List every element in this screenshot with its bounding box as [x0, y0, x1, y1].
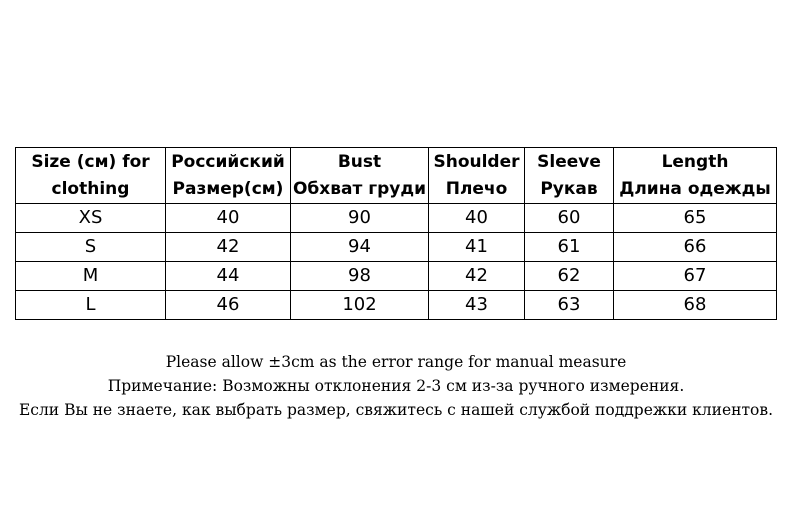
cell-shoulder: 42 [429, 262, 525, 291]
header-shoulder [429, 148, 525, 204]
cell-bust: 90 [291, 204, 429, 233]
cell-russian-size: 42 [166, 233, 291, 262]
header-label: Shoulder [433, 151, 520, 172]
cell-bust: 98 [291, 262, 429, 291]
note-support-contact: Если Вы не знаете, как выбрать размер, свяжитесь с нашей службой поддрежки клиентов. [18, 401, 774, 419]
cell-size: L [16, 291, 166, 320]
note-measure-allowance-ru: Примечание: Возможны отклонения 2-3 см из-за ручного измерения. [107, 377, 685, 395]
header-label: Российский [171, 151, 285, 172]
cell-bust: 94 [291, 233, 429, 262]
cell-shoulder: 41 [429, 233, 525, 262]
cell-length: 65 [614, 204, 777, 233]
table-row [16, 233, 777, 262]
cell-length: 67 [614, 262, 777, 291]
header-sleeve [525, 148, 614, 204]
cell-russian-size: 40 [166, 204, 291, 233]
header-label: Sleeve [537, 151, 601, 172]
header-label: Bust [337, 151, 382, 172]
cell-length: 66 [614, 233, 777, 262]
cell-length: 68 [614, 291, 777, 320]
header-sublabel: Плечо [445, 178, 508, 199]
cell-shoulder: 40 [429, 204, 525, 233]
header-label: Length [661, 151, 729, 172]
table-row [16, 262, 777, 291]
header-russian-size [166, 148, 291, 204]
header-sublabel: Обхват груди [292, 178, 427, 199]
cell-size: M [16, 262, 166, 291]
cell-sleeve: 61 [525, 233, 614, 262]
cell-russian-size: 46 [166, 291, 291, 320]
cell-size: XS [16, 204, 166, 233]
header-sublabel: Длина одежды [619, 178, 771, 199]
header-length [614, 148, 777, 204]
header-sublabel: Рукав [540, 178, 598, 199]
header-sublabel: clothing [51, 178, 130, 199]
cell-size: S [16, 233, 166, 262]
header-size [16, 148, 166, 204]
header-sublabel: Размер(см) [172, 178, 284, 199]
cell-bust: 102 [291, 291, 429, 320]
size-chart-table [15, 147, 777, 320]
cell-shoulder: 43 [429, 291, 525, 320]
cell-sleeve: 62 [525, 262, 614, 291]
measurement-notes [0, 350, 792, 422]
cell-russian-size: 44 [166, 262, 291, 291]
cell-sleeve: 63 [525, 291, 614, 320]
table-row [16, 291, 777, 320]
table-row [16, 204, 777, 233]
table-header-row [16, 148, 777, 204]
cell-sleeve: 60 [525, 204, 614, 233]
header-label: Size (см) for [31, 151, 150, 172]
note-measure-allowance: Please allow ±3cm as the error range for manual measure [165, 353, 627, 371]
header-bust [291, 148, 429, 204]
